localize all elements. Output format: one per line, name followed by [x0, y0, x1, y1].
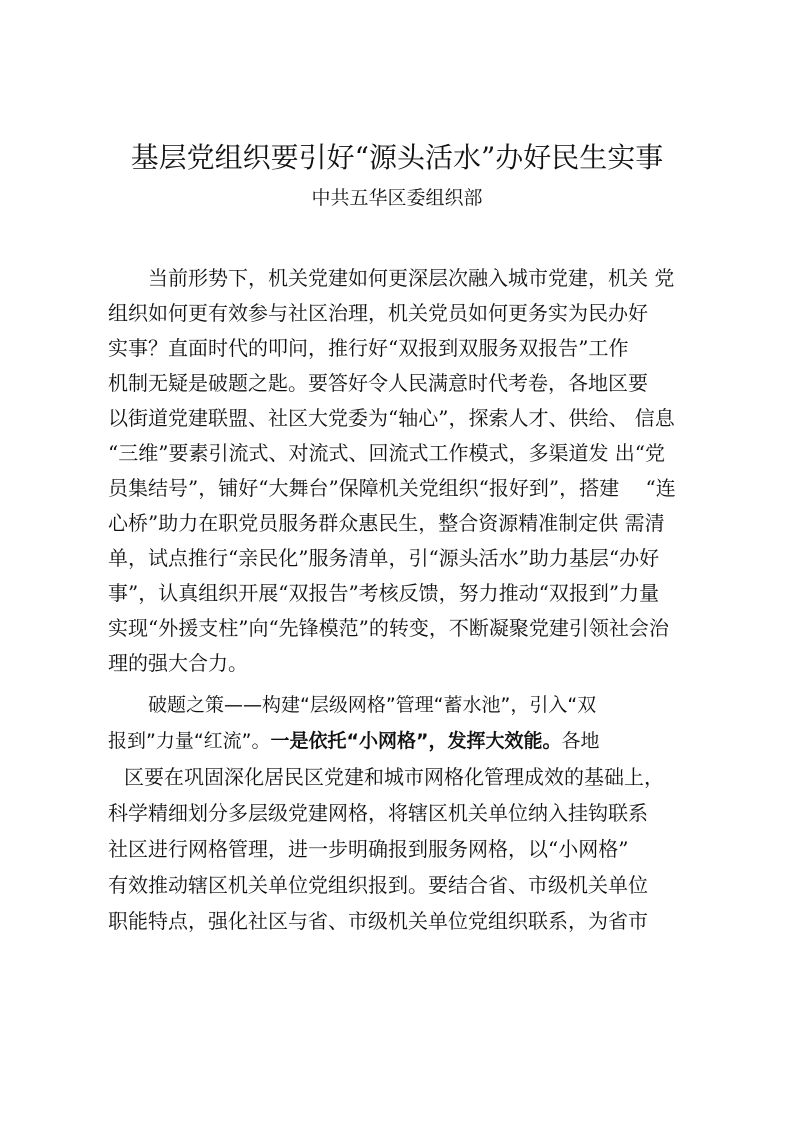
paragraph-line: 科学精细划分多层级党建网格，将辖区机关单位纳入挂钩联系: [108, 801, 648, 825]
paragraph-line: 职能特点，强化社区与省、市级机关单位党组织联系，为省市: [108, 909, 648, 933]
paragraph-line: 机制无疑是破题之匙。要答好令人民满意时代考卷，各地区要: [108, 371, 648, 395]
paragraph-line: 有效推动辖区机关单位党组织报到。要结合省、市级机关单位: [108, 873, 648, 897]
paragraph-line: 事”，认真组织开展“双报告”考核反馈，努力推动“双报到”力量: [108, 581, 660, 605]
paragraph-line: 社区进行网格管理，进一步明确报到服务网格，以“小网格”: [108, 837, 629, 861]
paragraph-line: 单，试点推行“亲民化”服务清单，引“源头活水”助力基层“办好: [108, 546, 660, 570]
paragraph-line: 以街道党建联盟、社区大党委为“轴心”，探索人才、供给、 信息: [108, 406, 675, 430]
section-heading-prefix: 报到”力量“红流”。: [108, 730, 271, 752]
section-heading-line: [108, 724, 600, 758]
document-author: 中共五华区委组织部: [311, 187, 483, 209]
paragraph-line: 组织如何更有效参与社区治理，机关党员如何更务实为民办好: [108, 301, 648, 325]
paragraph-line: 实事？直面时代的叩问，推行好“双报到双服务双报告”工作: [108, 336, 629, 360]
section-heading-bold: 一是依托“小网格”，发挥大效能。: [270, 730, 562, 752]
paragraph-line: 员集结号”，铺好“大舞台”保障机关党组织“报好到”，搭建 “连: [108, 476, 676, 500]
paragraph-line: 心桥”助力在职党员服务群众惠民生，整合资源精准制定供 需清: [108, 511, 665, 535]
section-heading-suffix: 各地: [561, 730, 600, 752]
section-heading-line: 破题之策——构建“层级网格”管理“蓄水池”，引入“双: [148, 694, 597, 716]
paragraph-line: 理的强大合力。: [108, 651, 248, 675]
paragraph-line: 当前形势下，机关党建如何更深层次融入城市党建，机关 党: [148, 266, 675, 290]
document-title: 基层党组织要引好“源头活水”办好民生实事: [130, 141, 664, 174]
paragraph-line: “三维”要素引流式、对流式、回流式工作模式，多渠道发 出“党: [108, 441, 666, 465]
paragraph-line: 区要在巩固深化居民区党建和城市网格化管理成效的基础上，: [124, 765, 664, 789]
paragraph-line: 实现“外援支柱”向“先锋模范”的转变，不断凝聚党建引领社会治: [108, 616, 669, 640]
